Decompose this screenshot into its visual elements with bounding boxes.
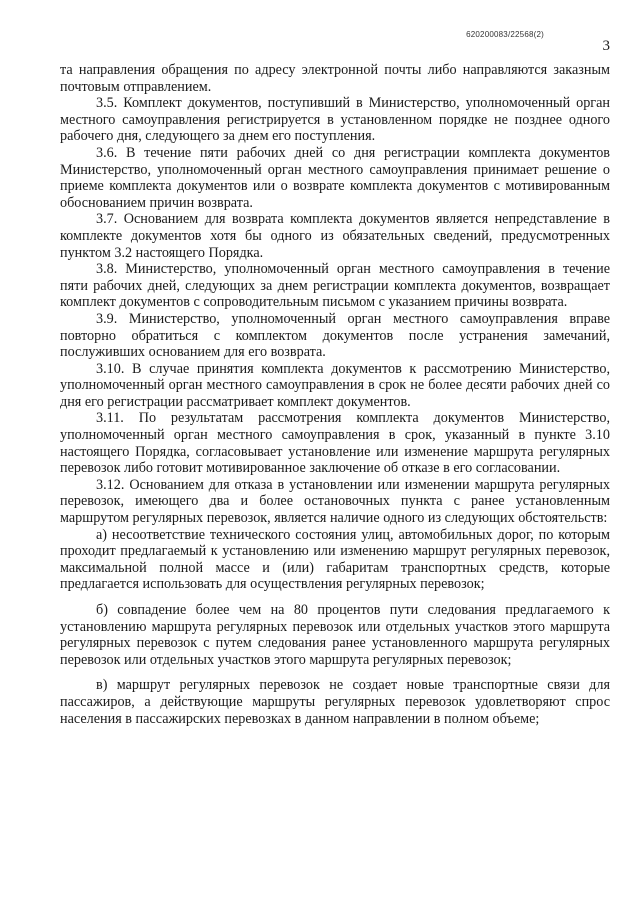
paragraph-3-8: 3.8. Министерство, уполномоченный орган местного самоуправления в течение пяти рабочих дней, следующих за днем регистрации комплекта документов, возвращает комплект документов с сопроводительным письмом с указанием причины возврата.	[60, 261, 610, 311]
paragraph-3-12: 3.12. Основанием для отказа в установлении или изменении маршрута регулярных перевозок, имеющего два и более остановочных пункта с ранее установленным маршрутом регулярных перевозок, является наличие одного из следующих обстоятельств:	[60, 476, 610, 527]
paragraph-3-11: 3.11. По результатам рассмотрения комплекта документов Министерство, уполномоченный орган местного самоуправления в срок, указанный в пункте 3.10 настоящего Порядка, согласовывает установление или изменение маршрута регулярных перевозок либо готовит мотивированное заключение об отказе в его согласовании.	[60, 410, 610, 477]
paragraph-3-7: 3.7. Основанием для возврата комплекта документов является непредставление в комплекте документов хотя бы одного из обязательных сведений, предусмотренных пунктом 3.2 настоящего Порядка.	[60, 211, 610, 261]
paragraph-continuation: та направления обращения по адресу электронной почты либо направляются заказным почтовым отправлением.	[60, 62, 610, 95]
page-number: 3	[602, 38, 610, 54]
list-item-a: а) несоответствие технического состояния улиц, автомобильных дорог, по которым проходит предлагаемый к установлению или изменению маршрут регулярных перевозок, максимальной полной массе и (или) габаритам транспортных средств, которые предлагается использовать для осуществления регулярных перевозок;	[60, 526, 610, 593]
list-item-b: б) совпадение более чем на 80 процентов пути следования предлагаемого к установлению маршрута регулярных перевозок или отдельных участков этого маршрута регулярных перевозок с путем следования ранее установленного маршрута регулярных перевозок или отдельных участков этого маршрута регулярных перевозок;	[60, 602, 610, 668]
document-body	[60, 62, 610, 727]
paragraph-3-6: 3.6. В течение пяти рабочих дней со дня регистрации комплекта документов Министерство, уполномоченный орган местного самоуправления принимает решение о приеме комплекта документов или о возврате комплекта документов с мотивированным обоснованием причин возврата.	[60, 144, 610, 211]
document-id: 620200083/22568(2)	[466, 30, 544, 39]
paragraph-3-9: 3.9. Министерство, уполномоченный орган местного самоуправления вправе повторно обратиться с комплектом документов после устранения замечаний, послуживших основанием для его возврата.	[60, 310, 610, 361]
paragraph-3-10: 3.10. В случае принятия комплекта документов к рассмотрению Министерство, уполномоченный орган местного самоуправления в срок не более десяти рабочих дней со дня его регистрации рассматривает комплект документов.	[60, 360, 610, 410]
paragraph-3-5: 3.5. Комплект документов, поступивший в Министерство, уполномоченный орган местного самоуправления регистрируется в установленном порядке не позднее одного рабочего дня, следующего за днем его поступления.	[60, 95, 610, 145]
list-item-v: в) маршрут регулярных перевозок не создает новые транспортные связи для пассажиров, а действующие маршруты регулярных перевозок удовлетворяют спрос населения в пассажирских перевозках в данном направлении в полном объеме;	[60, 677, 610, 727]
